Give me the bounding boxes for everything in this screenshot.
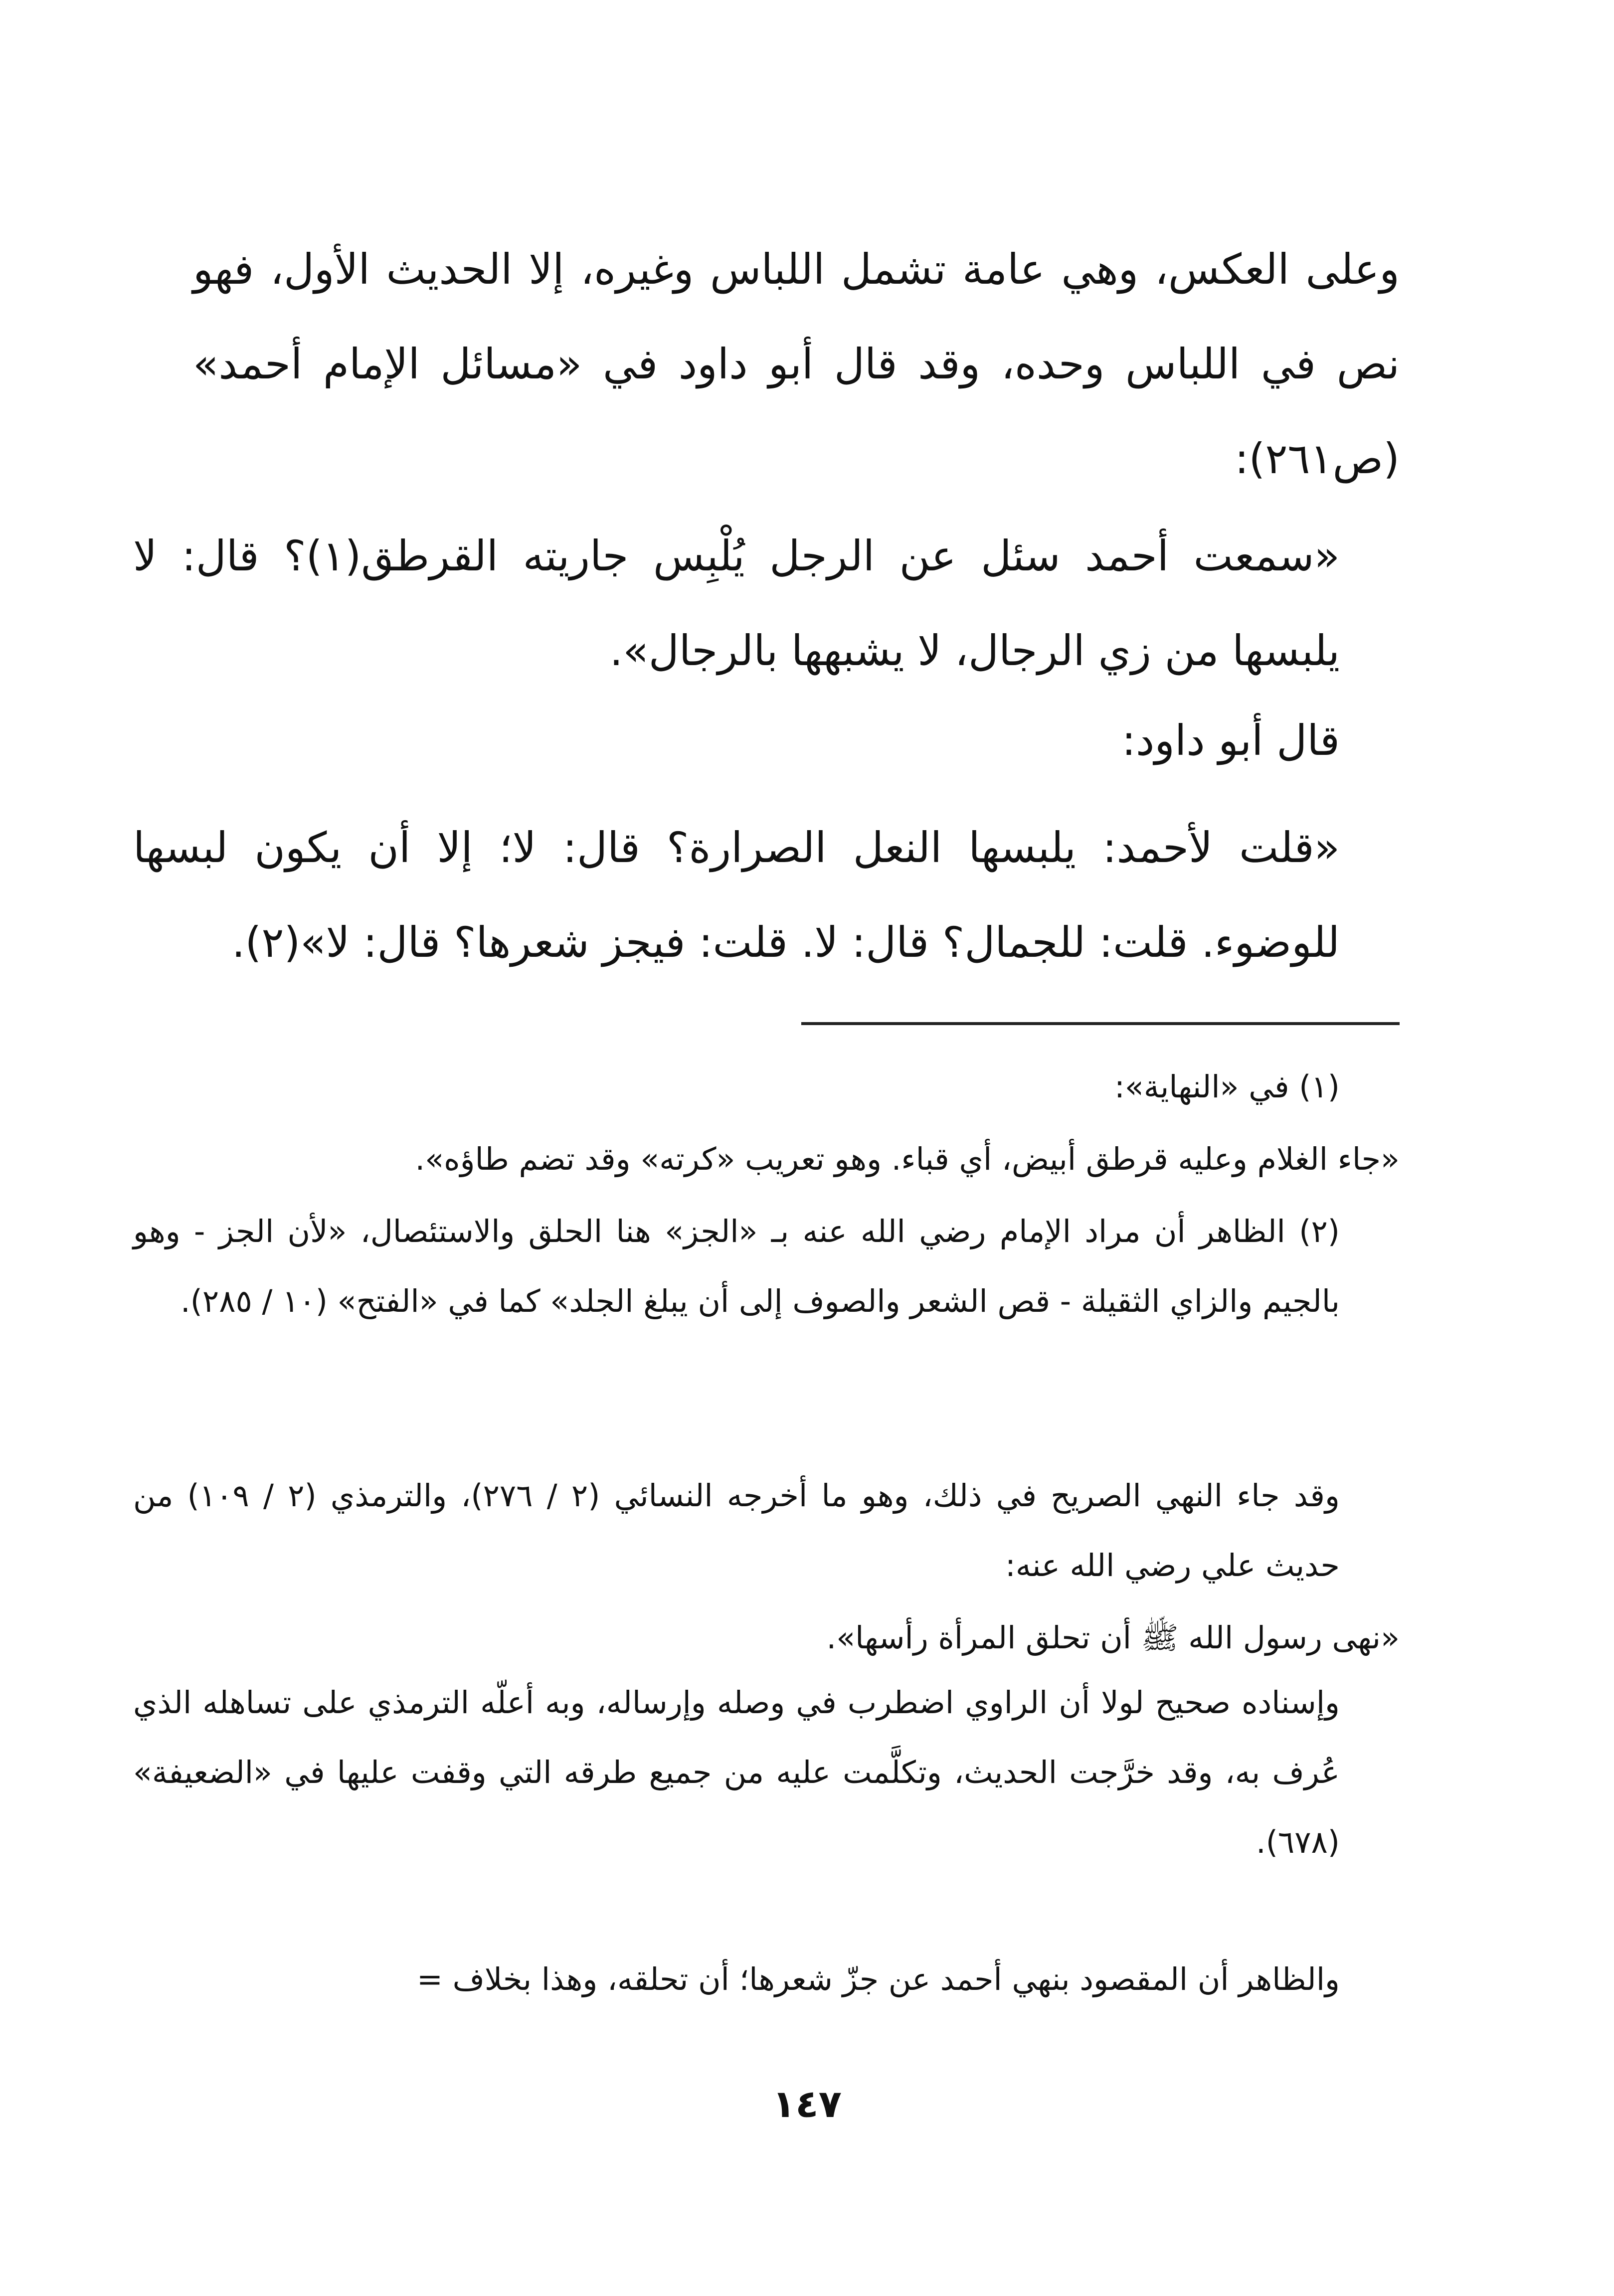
quote-paragraph-1: «سمعت أحمد سئل عن الرجل يُلْبِس جاريته القرطق(١)؟ قال: لا يلبسها من زي الرجال، لا يشبهها بالرجال».	[133, 531, 1340, 675]
page-number: ١٤٧	[772, 2082, 842, 2126]
main-paragraph-1: وعلى العكس، وهي عامة تشمل اللباس وغيره، إلا الحديث الأول، فهو نص في اللباس وحده، وقد قال أبو داود في «مسائل الإمام أحمد» (ص٢٦١):	[193, 245, 1400, 483]
main-paragraph-2: قال أبو داود:	[1121, 716, 1340, 765]
footnote-separator	[801, 1022, 1400, 1025]
footnote-continuation-1: وقد جاء النهي الصريح في ذلك، وهو ما أخرجه النسائي (٢ / ٢٧٦)، والترمذي (٢ / ١٠٩) من حديث علي رضي الله عنه:	[133, 1477, 1340, 1584]
footnote-1-text: «جاء الغلام وعليه قرطق أبيض، أي قباء. وهو تعريب «كرته» وقد تضم طاؤه».	[415, 1141, 1400, 1177]
quote-paragraph-2: «قلت لأحمد: يلبسها النعل الصرارة؟ قال: لا؛ إلا أن يكون لبسها للوضوء. قلت: للجمال؟ قال: لا. قلت: فيجز شعرها؟ قال: لا»(٢).	[133, 823, 1340, 967]
footnote-continuation-2: وإسناده صحيح لولا أن الراوي اضطرب في وصله وإرساله، وبه أعلّه الترمذي على تساهله الذي عُرف به، وقد خرَّجت الحديث، وتكلَّمت عليه من جميع طرقه التي وقفت عليها في «الضعيفة» (٦٧٨).	[133, 1684, 1340, 1860]
footnote-continuation-3: والظاهر أن المقصود بنهي أحمد عن جزّ شعرها؛ أن تحلقه، وهذا بخلاف =	[416, 1961, 1340, 1997]
footnote-continuation-quote: «نهى رسول الله ﷺ أن تحلق المرأة رأسها».	[826, 1619, 1400, 1656]
footnote-1-heading: (١) في «النهاية»:	[1114, 1068, 1340, 1105]
footnote-2-text: (٢) الظاهر أن مراد الإمام رضي الله عنه بـ «الجز» هنا الحلق والاستئصال، «لأن الجز - وهو بالجيم والزاي الثقيلة - قص الشعر والصوف إلى أن يبلغ الجلد» كما في «الفتح» (١٠ / ٢٨٥).	[133, 1213, 1340, 1319]
